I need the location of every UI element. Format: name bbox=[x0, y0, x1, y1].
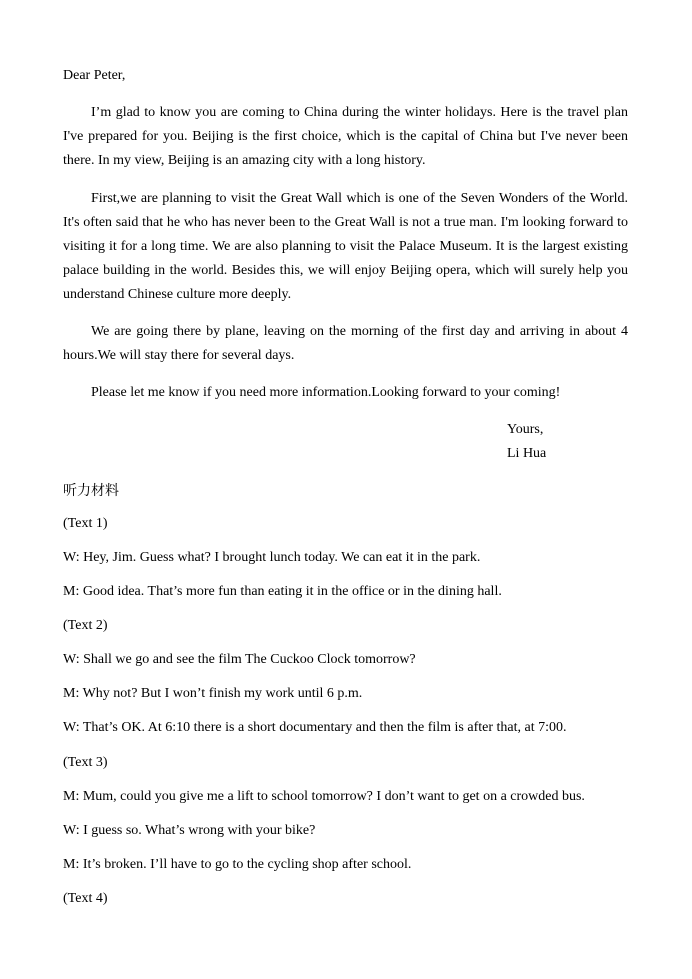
listening-line: (Text 1) bbox=[63, 516, 108, 531]
letter-signature: Li Hua bbox=[507, 446, 547, 461]
listening-line: (Text 4) bbox=[63, 891, 108, 906]
letter-paragraph-1: I’m glad to know you are coming to China during the winter holidays. Here is the travel plan I've prepared for you. Beijing is the first choice, which is the capital of China but I've never been there. In my view, Beijing is an amazing city with a long history. bbox=[63, 105, 628, 168]
listening-line: M: Good idea. That’s more fun than eating it in the office or in the dining hall. bbox=[63, 584, 502, 599]
listening-line: (Text 3) bbox=[63, 755, 108, 770]
listening-line: W: Shall we go and see the film The Cuckoo Clock tomorrow? bbox=[63, 652, 416, 667]
letter-closing: Yours, bbox=[507, 422, 544, 437]
listening-line: M: Why not? But I won’t finish my work until 6 p.m. bbox=[63, 686, 363, 701]
listening-line: (Text 2) bbox=[63, 618, 108, 633]
listening-line: M: It’s broken. I’ll have to go to the cycling shop after school. bbox=[63, 857, 412, 872]
listening-line: M: Mum, could you give me a lift to school tomorrow? I don’t want to get on a crowded bus. bbox=[63, 789, 585, 804]
letter-paragraph-3: We are going there by plane, leaving on the morning of the first day and arriving in about 4 hours.We will stay there for several days. bbox=[63, 324, 628, 363]
listening-heading: 听力材料 bbox=[63, 483, 119, 499]
listening-line: W: I guess so. What’s wrong with your bike? bbox=[63, 823, 316, 838]
letter-paragraph-4: Please let me know if you need more information.Looking forward to your coming! bbox=[91, 385, 561, 400]
listening-line: W: Hey, Jim. Guess what? I brought lunch today. We can eat it in the park. bbox=[63, 550, 481, 565]
letter-paragraph-2: First,we are planning to visit the Great Wall which is one of the Seven Wonders of the World. It's often said that he who has never been to the Great Wall is not a true man. I'm looking forward to visiting it for a long time. We are also planning to visit the Palace Museum. It is the largest existing palace building in the world. Besides this, we will enjoy Beijing opera, which will surely help you understand Chinese culture more deeply. bbox=[63, 191, 628, 302]
listening-line: W: That’s OK. At 6:10 there is a short documentary and then the film is after that, at 7:00. bbox=[63, 720, 567, 735]
letter-salutation: Dear Peter, bbox=[63, 68, 126, 83]
